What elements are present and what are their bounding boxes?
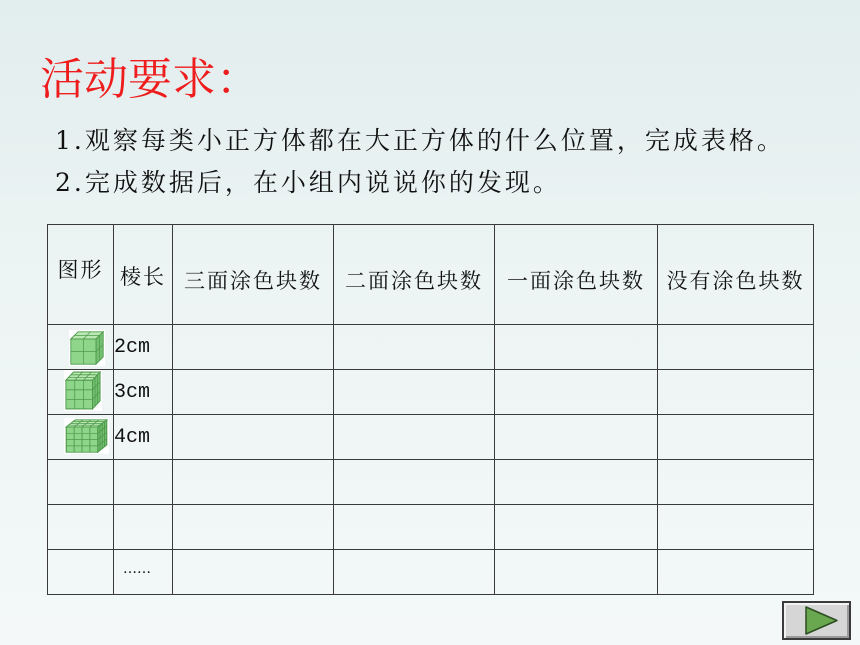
- edge-length-cell: [114, 505, 173, 550]
- table-cell: [334, 550, 495, 595]
- instruction-2: 2.完成数据后，在小组内说说你的发现。: [55, 168, 561, 197]
- figure-cell: [48, 370, 114, 415]
- table-cell: [495, 325, 658, 370]
- header-two-faces: 二面涂色块数: [334, 225, 495, 325]
- data-table: [47, 224, 814, 595]
- header-three-faces: 三面涂色块数: [173, 225, 334, 325]
- table-cell: [173, 325, 334, 370]
- figure-cell: [48, 550, 114, 595]
- table-cell: [173, 550, 334, 595]
- table-cell: [658, 460, 814, 505]
- table-cell: [173, 505, 334, 550]
- table-cell: [334, 460, 495, 505]
- header-no-face: 没有涂色块数: [658, 225, 814, 325]
- instruction-1: 1.观察每类小正方体都在大正方体的什么位置，完成表格。: [55, 126, 785, 155]
- table-cell: [334, 415, 495, 460]
- table-row: [48, 325, 814, 370]
- figure-cell: [48, 415, 114, 460]
- table-cell: [658, 550, 814, 595]
- table-cell: [173, 415, 334, 460]
- cube-icon: [64, 418, 109, 454]
- table-cell: [495, 415, 658, 460]
- table-cell: [495, 460, 658, 505]
- table-cell: [495, 550, 658, 595]
- table-cell: [658, 325, 814, 370]
- table-cell: [173, 370, 334, 415]
- table-cell: [658, 415, 814, 460]
- edge-length-cell: 4cm: [114, 415, 173, 460]
- table-row: [48, 550, 814, 595]
- cube-icon: [64, 370, 102, 411]
- figure-cell: [48, 325, 114, 370]
- edge-length-cell: 3cm: [114, 370, 173, 415]
- header-one-face: 一面涂色块数: [495, 225, 658, 325]
- figure-cell: [48, 505, 114, 550]
- table-header-row: [48, 225, 814, 325]
- table-cell: [495, 370, 658, 415]
- table-row: [48, 505, 814, 550]
- figure-cell: [48, 460, 114, 505]
- cube-icon: [69, 330, 105, 366]
- play-next-icon: [784, 603, 849, 638]
- table-cell: [334, 325, 495, 370]
- table-cell: [658, 505, 814, 550]
- table-cell: [334, 505, 495, 550]
- table-cell: [334, 370, 495, 415]
- table-cell: [495, 505, 658, 550]
- table-row: [48, 370, 814, 415]
- next-slide-button[interactable]: [782, 601, 851, 640]
- header-edge-length: 棱长: [114, 225, 173, 325]
- next-arrow-shape: [806, 607, 837, 634]
- table-row: [48, 460, 814, 505]
- slide-title: 活动要求：: [40, 54, 260, 105]
- ellipsis-cell: ……: [114, 550, 173, 595]
- edge-length-cell: 2cm: [114, 325, 173, 370]
- table-cell: [173, 460, 334, 505]
- edge-length-cell: [114, 460, 173, 505]
- table-cell: [658, 370, 814, 415]
- header-figure: 图形: [48, 225, 114, 325]
- table-row: [48, 415, 814, 460]
